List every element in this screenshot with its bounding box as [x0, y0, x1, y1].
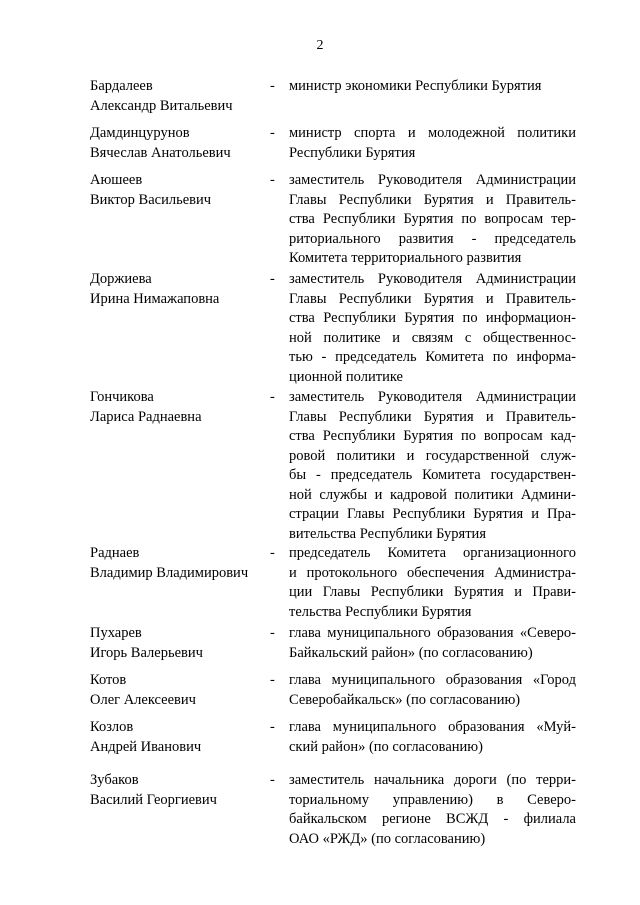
- role-line: и протокольного обеспечения Администра-: [289, 564, 576, 581]
- separator-dash: -: [270, 672, 275, 688]
- member-surname: Дамдинцурунов: [90, 125, 190, 141]
- separator-dash: -: [270, 719, 275, 735]
- role-line: страции Главы Республики Бурятия и Пра-: [289, 506, 576, 522]
- role-line: ровой политики и государственной служ-: [289, 447, 576, 464]
- member-name: [90, 77, 265, 116]
- separator-dash: -: [270, 125, 275, 141]
- role-line: вительства Республики Бурятия: [289, 525, 486, 542]
- role-line: председатель Комитета организационного: [289, 545, 576, 561]
- role-line: ции Главы Республики Бурятия и Прави-: [289, 584, 576, 600]
- member-name: [90, 388, 265, 427]
- separator-dash: -: [270, 389, 275, 405]
- role-line: Главы Республики Бурятия и Правитель-: [289, 191, 576, 208]
- member-role: [289, 77, 576, 97]
- member-surname: Раднаев: [90, 545, 140, 561]
- separator-dash: -: [270, 78, 275, 94]
- member-role: [289, 544, 576, 622]
- separator-dash: -: [270, 625, 275, 641]
- separator-dash: -: [270, 271, 275, 287]
- member-given-name: Андрей Иванович: [90, 738, 202, 755]
- member-name: [90, 671, 265, 710]
- member-role: [289, 771, 576, 849]
- role-line: ский район» (по согласованию): [289, 738, 483, 755]
- role-line: глава муниципального образования «Северо-: [289, 625, 576, 641]
- role-line: тельства Республики Бурятия: [289, 603, 472, 620]
- separator-dash: -: [270, 772, 275, 788]
- role-line: тью - председатель Комитета по информа-: [289, 349, 576, 365]
- member-name: [90, 544, 265, 583]
- member-name: [90, 718, 265, 757]
- member-given-name: Олег Алексеевич: [90, 691, 196, 708]
- member-role: [289, 624, 576, 663]
- member-given-name: Александр Витальевич: [90, 97, 233, 114]
- member-role: [289, 718, 576, 757]
- member-surname: Бардалеев: [90, 78, 153, 94]
- member-name: [90, 171, 265, 210]
- member-given-name: Владимир Владимирович: [90, 564, 249, 581]
- role-line: ной политике и связям с общественнос-: [289, 329, 576, 346]
- role-line: Северобайкальск» (по согласованию): [289, 691, 521, 708]
- member-role: [289, 671, 576, 710]
- member-surname: Козлов: [90, 719, 134, 735]
- role-line: риториального развития - председатель: [289, 230, 576, 247]
- member-given-name: Игорь Валерьевич: [90, 644, 203, 661]
- member-name: [90, 124, 265, 163]
- member-given-name: Вячеслав Анатольевич: [90, 144, 231, 161]
- role-line: заместитель Руководителя Администрации: [289, 271, 576, 287]
- member-role: [289, 171, 576, 269]
- role-line: глава муниципального образования «Город: [289, 672, 576, 688]
- role-line: ства Республики Бурятия по вопросам кад-: [289, 428, 576, 444]
- role-line: ОАО «РЖД» (по согласованию): [289, 830, 486, 847]
- page-number: 2: [316, 38, 324, 53]
- member-given-name: Лариса Раднаевна: [90, 408, 202, 425]
- role-line: министр экономики Республики Бурятия: [289, 78, 542, 94]
- separator-dash: -: [270, 172, 275, 188]
- member-role: [289, 270, 576, 387]
- role-line: ной службы и кадровой политики Админи-: [289, 486, 576, 503]
- role-line: Комитета территориального развития: [289, 250, 522, 266]
- member-given-name: Виктор Васильевич: [90, 191, 212, 208]
- member-surname: Гончикова: [90, 389, 154, 405]
- member-surname: Зубаков: [90, 772, 139, 788]
- role-line: Республики Бурятия: [289, 144, 416, 161]
- role-line: заместитель начальника дороги (по терри-: [289, 772, 576, 788]
- role-line: Главы Республики Бурятия и Правитель-: [289, 290, 576, 307]
- member-surname: Пухарев: [90, 625, 142, 641]
- member-role: [289, 124, 576, 163]
- member-name: [90, 771, 265, 810]
- role-line: министр спорта и молодежной политики: [289, 125, 576, 141]
- member-name: [90, 624, 265, 663]
- member-surname: Аюшеев: [90, 172, 143, 188]
- role-line: ционной политике: [289, 368, 403, 385]
- separator-dash: -: [270, 545, 275, 561]
- member-surname: Котов: [90, 672, 127, 688]
- role-line: заместитель Руководителя Администрации: [289, 389, 576, 405]
- role-line: глава муниципального образования «Муй-: [289, 719, 576, 735]
- role-line: ства Республики Бурятия по вопросам тер-: [289, 211, 576, 227]
- member-surname: Доржиева: [90, 271, 152, 287]
- member-given-name: Василий Георгиевич: [90, 791, 217, 808]
- member-name: [90, 270, 265, 309]
- role-line: бы - председатель Комитета государствен-: [289, 467, 576, 483]
- role-line: ториальному управлению) в Северо-: [289, 791, 576, 808]
- role-line: Главы Республики Бурятия и Правитель-: [289, 408, 576, 425]
- role-line: байкальском регионе ВСЖД - филиала: [289, 811, 576, 827]
- member-given-name: Ирина Нимажаповна: [90, 290, 220, 307]
- role-line: заместитель Руководителя Администрации: [289, 172, 576, 188]
- role-line: Байкальский район» (по согласованию): [289, 644, 533, 661]
- role-line: ства Республики Бурятия по информацион-: [289, 310, 576, 326]
- member-role: [289, 388, 576, 544]
